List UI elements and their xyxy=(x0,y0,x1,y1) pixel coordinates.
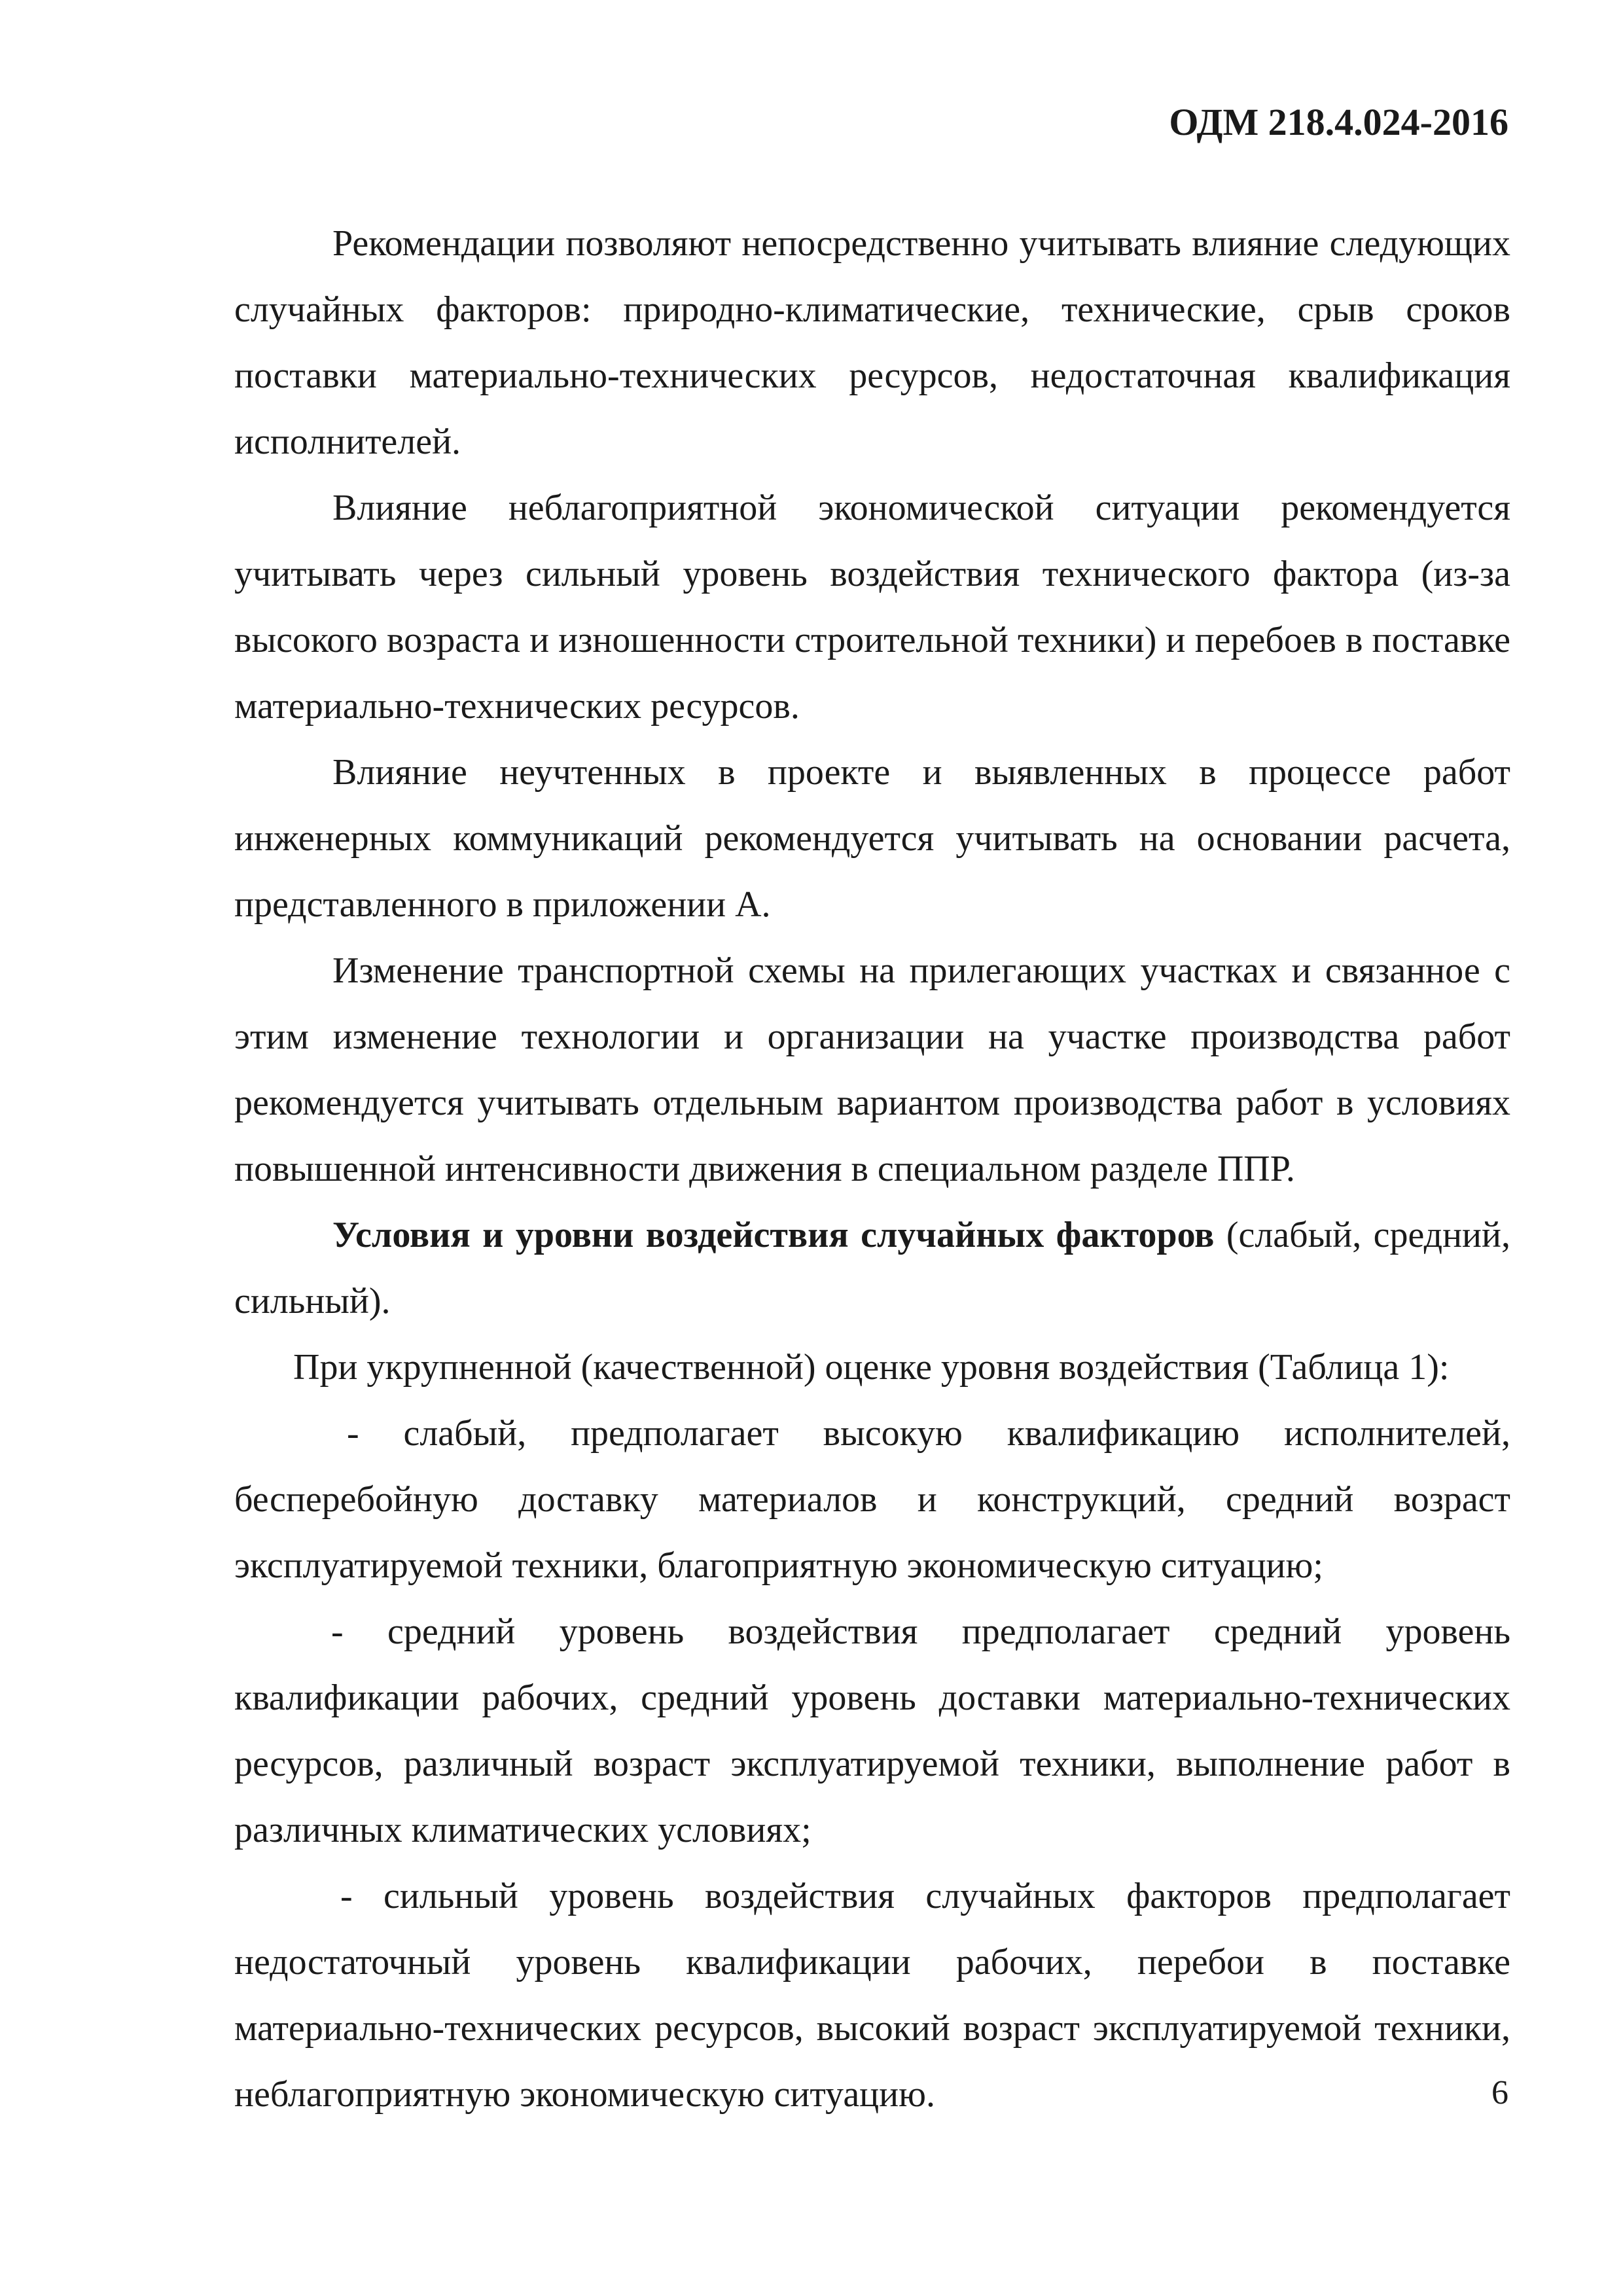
paragraph-aggregated-assessment: При укрупненной (качественной) оценке уровня воздействия (Таблица 1): xyxy=(293,1347,1450,1388)
bullet-weak-level: - слабый, предполагает высокую квалификацию исполнителей, бесперебойную доставку материалов и конструкций, средний возраст эксплуатируемой техники, благоприятную экономическую ситуацию; xyxy=(234,1413,1510,1586)
bullet-medium-level: - средний уровень воздействия предполагает средний уровень квалификации рабочих, средний уровень доставки материально-технических ресурсов, различный возраст эксплуатируемой техники, выполнение работ в различных климатических условиях; xyxy=(234,1611,1510,1850)
paragraph-utilities: Влияние неучтенных в проекте и выявленных в процессе работ инженерных коммуникаций рекомендуется учитывать на основании расчета, представленного в приложении А. xyxy=(234,752,1510,925)
paragraph-economic-situation: Влияние неблагоприятной экономической ситуации рекомендуется учитывать через сильный уровень воздействия технического фактора (из-за высокого возраста и изношенности строительной техники) и перебоев в поставке материально-технических ресурсов. xyxy=(234,488,1510,726)
paragraph-conditions-levels xyxy=(234,1202,1510,1335)
conditions-levels-text: (слабый, средний, сильный). xyxy=(234,1215,1510,1321)
document-code-header: ОДМ 218.4.024-2016 xyxy=(1169,101,1508,143)
paragraph-random-factors: Рекомендации позволяют непосредственно учитывать влияние следующих случайных факторов: природно-климатические, технические, срыв сроков поставки материально-технических ресурсов, недостаточная квалификация исполнителей. xyxy=(234,223,1510,462)
conditions-levels-heading: Условия и уровни воздействия случайных факторов xyxy=(332,1215,1215,1255)
paragraph-transport-scheme: Изменение транспортной схемы на прилегающих участках и связанное с этим изменение технологии и организации на участке производства работ рекомендуется учитывать отдельным вариантом производства работ в условиях повышенной интенсивности движения в специальном разделе ППР. xyxy=(234,950,1510,1189)
bullet-strong-level: - сильный уровень воздействия случайных факторов предполагает недостаточный уровень квалификации рабочих, перебои в поставке материально-технических ресурсов, высокий возраст эксплуатируемой техники, неблагоприятную экономическую ситуацию. xyxy=(234,1876,1510,2115)
document-body xyxy=(234,211,1510,2128)
page-number: 6 xyxy=(1491,2074,1508,2111)
